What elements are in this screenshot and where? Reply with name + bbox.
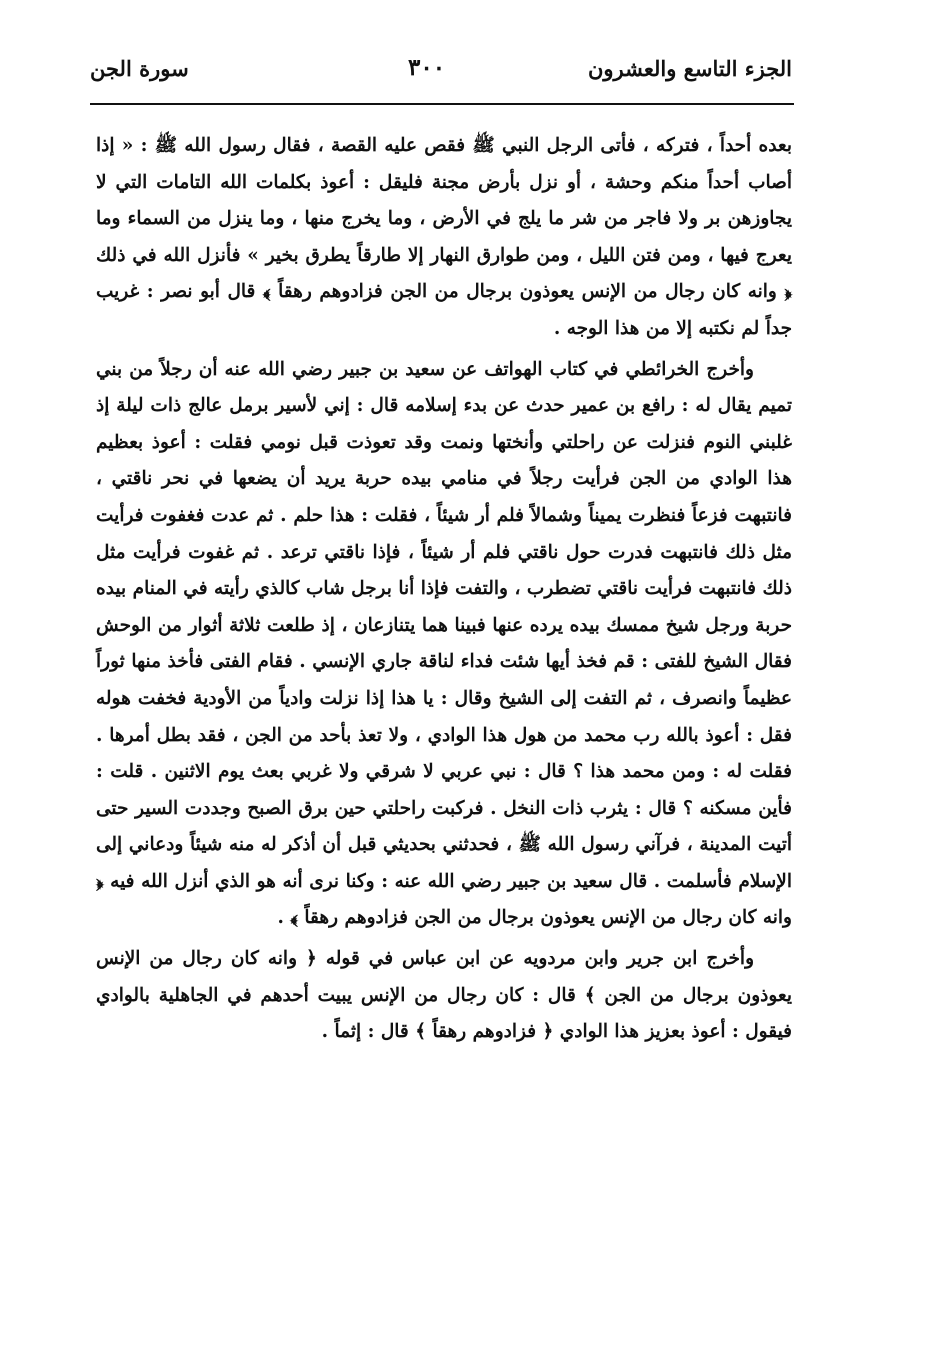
paragraph-2: وأخرج الخرائطي في كتاب الهواتف عن سعيد بن جبير رضي الله عنه أن رجلاً من بني تميم يقال له : رافع بن عمير حدث عن بدء إسلامه قال : إني لأسير برمل عالج ذات ليلة إذ غلبني النوم فنزلت عن راحلتي وأنختها ونمت وقد تعوذت قبل نومي فقلت : أعوذ بعظيم هذا الوادي من الجن فرأيت رجلاً في منامي بيده حربة يريد أن يضعها في نحر ناقتي ، فانتبهت فزعاً فنظرت يميناً وشمالاً فلم أر شيئاً ، فقلت : هذا حلم . ثم عدت فغفوت فرأيت مثل ذلك فانتبهت فدرت حول ناقتي فلم أر شيئاً ، فإذا ناقتي ترعد . ثم غفوت فرأيت مثل ذلك فانتبهت فرأيت ناقتي تضطرب ، والتفت فإذا أنا برجل شاب كالذي رأيته في المنام بيده حربة ورجل شيخ ممسك بيده يرده عنها فبينا هما يتنازعان ، إذ طلعت ثلاثة أثوار من الوحش فقال الشيخ للفتى : قم فخذ أيها شئت فداء لناقة جاري الإنسي . فقام الفتى فأخذ منها ثوراً عظيماً وانصرف ، ثم التفت إلى الشيخ وقال : يا هذا إذا نزلت وادياً من الأودية فخفت هوله فقل : أعوذ بالله رب محمد من هول هذا الوادي ، ولا تعذ بأحد من الجن ، فقد بطل أمرها . فقلت له : ومن محمد هذا ؟ قال : نبي عربي لا شرقي ولا غربي بعث يوم الاثنين . قلت : فأين مسكنه ؟ قال : يثرب ذات النخل . فركبت راحلتي حين برق الصبح وجددت السير حتى أتيت المدينة ، فرآني رسول الله ﷺ ، فحدثني بحديثي قبل أن أذكر له منه شيئاً ودعاني إلى الإسلام فأسلمت . قال سعيد بن جبير رضي الله عنه : وكنا نرى أنه هو الذي أنزل الله فيه ﴿ وانه كان رجال من الإنس يعوذون برجال من الجن فزادوهم رهقاً ﴾ .	[96, 358, 792, 929]
running-header	[90, 52, 792, 96]
paragraph-1: بعده أحداً ، فتركه ، فأتى الرجل النبي ﷺ فقص عليه القصة ، فقال رسول الله ﷺ : « إذا أصاب أحداً منكم وحشة ، أو نزل بأرض مجنة فليقل : أعوذ بكلمات الله التامات التي لا يجاوزهن بر ولا فاجر من شر ما يلج في الأرض ، وما يخرج منها ، وما ينزل من السماء وما يعرج فيها ، ومن فتن الليل ، ومن طوارق النهار إلا طارقاً يطرق بخير » فأنزل الله في ذلك ﴿ وانه كان رجال من الإنس يعوذون برجال من الجن فزادوهم رهقاً ﴾ قال أبو نصر : غريب جداً لم نكتبه إلا من هذا الوجه .	[96, 135, 792, 339]
surah-title: سورة الجن	[90, 56, 189, 81]
page-body	[96, 128, 792, 1051]
part-title: الجزء التاسع والعشرون	[587, 56, 792, 81]
paragraph-3: وأخرج ابن جرير وابن مردويه عن ابن عباس في قوله ﴿ وانه كان رجال من الإنس يعوذون برجال من الجن ﴾ قال : كان رجال من الإنس يبيت أحدهم في الجاهلية بالوادي فيقول : أعوذ بعزيز هذا الوادي ﴿ فزادوهم رهقاً ﴾ قال : إثماً .	[96, 948, 792, 1043]
header-rule	[90, 103, 794, 105]
page-number: ٣٠٠	[408, 54, 446, 81]
